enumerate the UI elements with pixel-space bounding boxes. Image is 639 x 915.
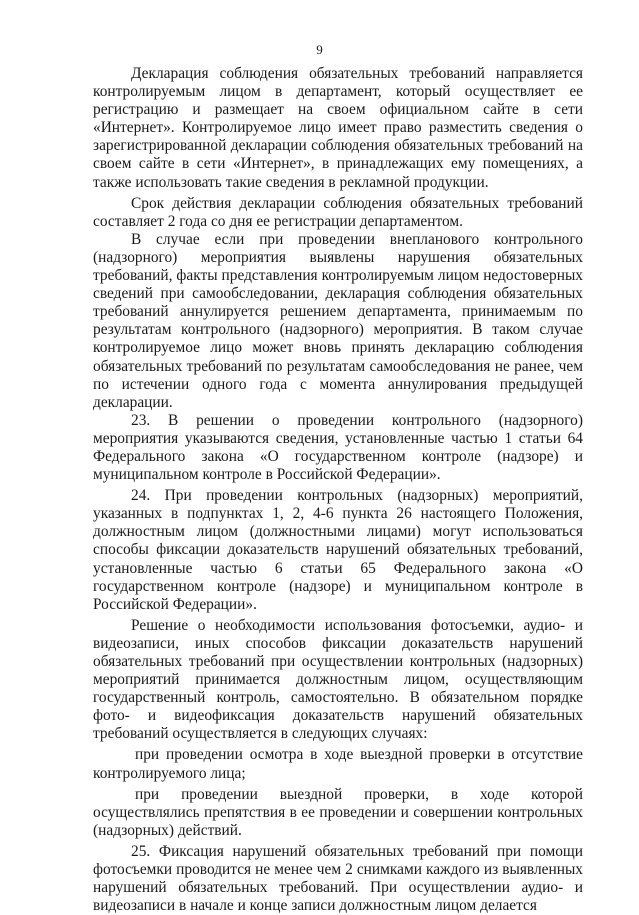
paragraph-declaration-registration: Декларация соблюдения обязательных требований направляется контролируемым лицом в департамент, который осуществляет ее регистрацию и размещает на своем официальном сайте в сети «Интернет». Контролируемое лицо имеет право разместить сведения о зарегистрированной декларации соблюдения обязательных требований на своем сайте в сети «Интернет», в принадлежащих ему помещениях, а также использовать такие сведения в рекламной продукции. xyxy=(93,65,583,191)
paragraph-recording-decision: Решение о необходимости использования фотосъемки, аудио- и видеозаписи, иных способов фиксации доказательств нарушений обязательных требований при осуществлении контрольных (надзорных) мероприятий принимается должностным лицом, осуществляющим государственный контроль, самостоятельно. В обязательном порядке фото- и видеофиксация доказательств нарушений обязательных требований осуществляется в следующих случаях: xyxy=(93,616,583,743)
paragraph-declaration-annulment: В случае если при проведении внепланового контрольного (надзорного) мероприятия выявлены нарушения обязательных требований, факты представления контролируемым лицом недостоверных сведений при самообследовании, декларация соблюдения обязательных требований аннулируется решением департамента, принимаемым по результатам контрольного (надзорного) мероприятия. В таком случае контролируемое лицо может вновь принять декларацию соблюдения обязательных требований по результатам самообследования не ранее, чем по истечении одного года с момента аннулирования предыдущей декларации. xyxy=(93,230,583,411)
page-number: 9 xyxy=(316,42,323,57)
document-body xyxy=(93,65,583,915)
paragraph-declaration-validity: Срок действия декларации соблюдения обязательных требований составляет 2 года со дня ее регистрации департаментом. xyxy=(93,194,583,230)
paragraph-item-25: 25. Фиксация нарушений обязательных требований при помощи фотосъемки проводится не менее чем 2 снимками каждого из выявленных нарушений обязательных требований. При осуществлении аудио- и видеозаписи в начале и конце записи должностным лицом делается xyxy=(93,842,583,915)
paragraph-item-23: 23. В решении о проведении контрольного (надзорного) мероприятия указываются сведения, установленные частью 1 статьи 64 Федерального закона «О государственном контроле (надзоре) и муниципальном контроле в Российской Федерации». xyxy=(93,411,583,484)
paragraph-case-inspection: при проведении осмотра в ходе выездной проверки в отсутствие контролируемого лица; xyxy=(93,746,583,782)
paragraph-item-24: 24. При проведении контрольных (надзорных) мероприятий, указанных в подпунктах 1, 2, 4-6 пункта 26 настоящего Положения, должностным лицом (должностными лицами) могут использоваться способы фиксации доказательств нарушений обязательных требований, установленные частью 6 статьи 65 Федерального закона «О государственном контроле (надзоре) и муниципальном контроле в Российской Федерации». xyxy=(93,487,583,613)
paragraph-case-obstruction: при проведении выездной проверки, в ходе которой осуществлялись препятствия в ее проведении и совершении контрольных (надзорных) действий. xyxy=(93,785,583,839)
